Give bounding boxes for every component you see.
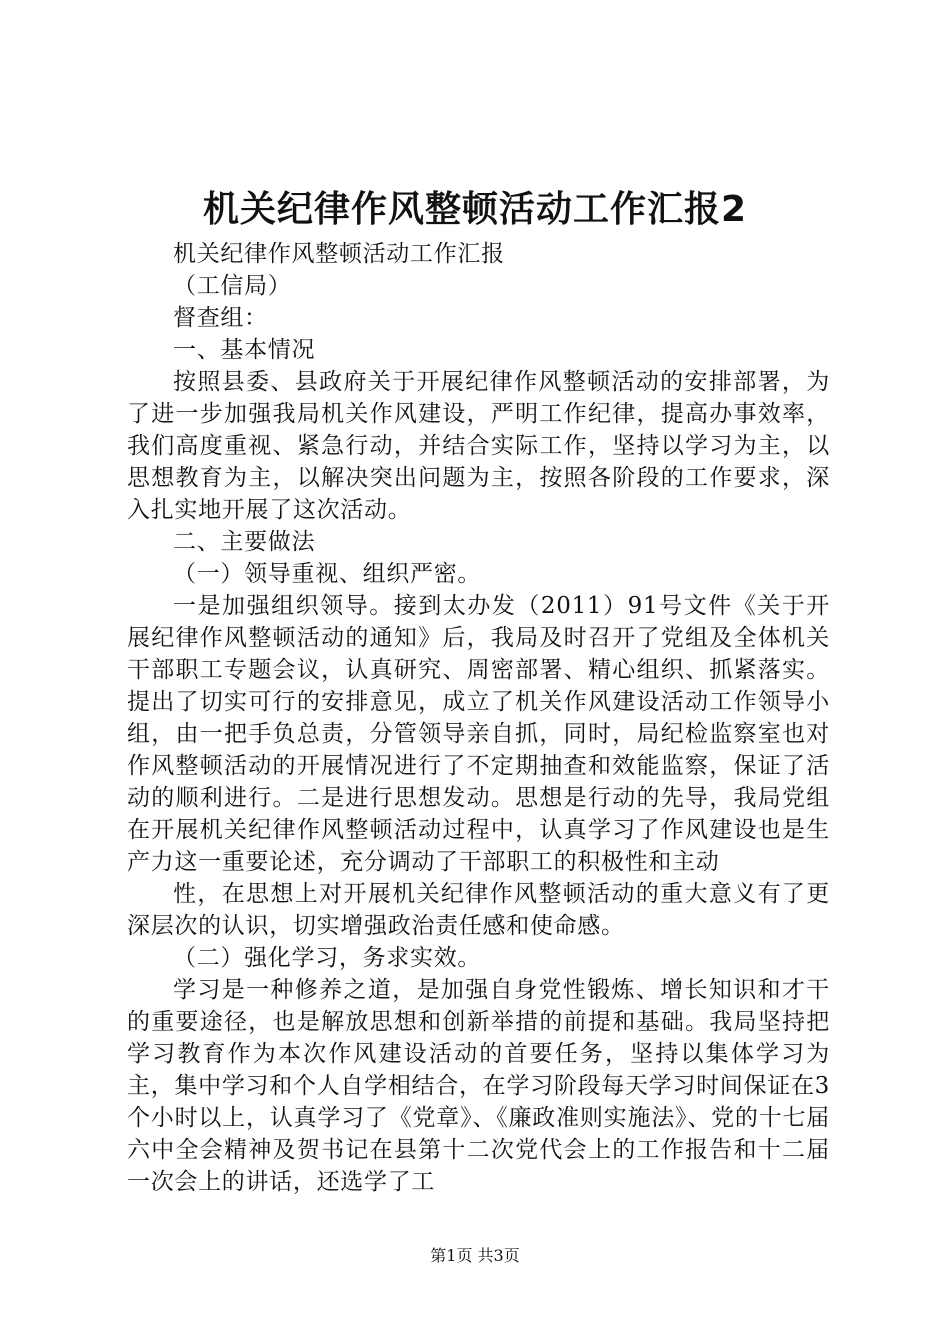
paragraph: 一是加强组织领导。接到太办发（2011）91号文件《关于开展纪律作风整顿活动的通知》后，我局及时召开了党组及全体机关干部职工专题会议，认真研究、周密部署、精心组织、抓紧落实。提出了切实可行的安排意见，成立了机关作风建设活动工作领导小组，由一把手负总责，分管领导亲自抓，同时，局纪检监察室也对作风整顿活动的开展情况进行了不定期抽查和效能监察，保证了活动的顺利进行。二是进行思想发动。思想是行动的先导，我局党组在开展机关纪律作风整顿活动过程中，认真学习了作风建设也是生产力这一重要论述，充分调动了干部职工的积极性和主动 bbox=[127, 593, 830, 875]
page-footer: 第1页 共3页 bbox=[430, 1246, 520, 1265]
subsection-heading: （一）领导重视、组织严密。 bbox=[173, 561, 482, 587]
section-heading-basic: 一、基本情况 bbox=[173, 337, 316, 363]
paragraph: 按照县委、县政府关于开展纪律作风整顿活动的安排部署，为了进一步加强我局机关作风建设，严明工作纪律，提高办事效率，我们高度重视、紧急行动，并结合实际工作，坚持以学习为主，以思想教育为主，以解决突出问题为主，按照各阶段的工作要求，深入扎实地开展了这次活动。 bbox=[127, 369, 830, 523]
paragraph-salutation: 督查组： bbox=[173, 305, 268, 331]
section-heading-methods: 二、主要做法 bbox=[173, 529, 316, 555]
paragraph: 学习是一种修养之道，是加强自身党性锻炼、增长知识和才干的重要途径，也是解放思想和创新举措的前提和基础。我局坚持把学习教育作为本次作风建设活动的首要任务，坚持以集体学习为主，集中学习和个人自学相结合，在学习阶段每天学习时间保证在3个小时以上，认真学习了《党章》、《廉政准则实施法》、党的十七届六中全会精神及贺书记在县第十二次党代会上的工作报告和十二届一次会上的讲话，还选学了工 bbox=[127, 977, 830, 1195]
paragraph-department: （工信局） bbox=[173, 273, 292, 299]
subsection-heading: （二）强化学习，务求实效。 bbox=[173, 945, 482, 971]
document-title: 机关纪律作风整顿活动工作汇报2 bbox=[202, 189, 748, 230]
paragraph: 性，在思想上对开展机关纪律作风整顿活动的重大意义有了更深层次的认识，切实增强政治责任感和使命感。 bbox=[127, 881, 830, 939]
paragraph-subtitle: 机关纪律作风整顿活动工作汇报 bbox=[173, 241, 505, 267]
document-body bbox=[127, 238, 830, 1198]
